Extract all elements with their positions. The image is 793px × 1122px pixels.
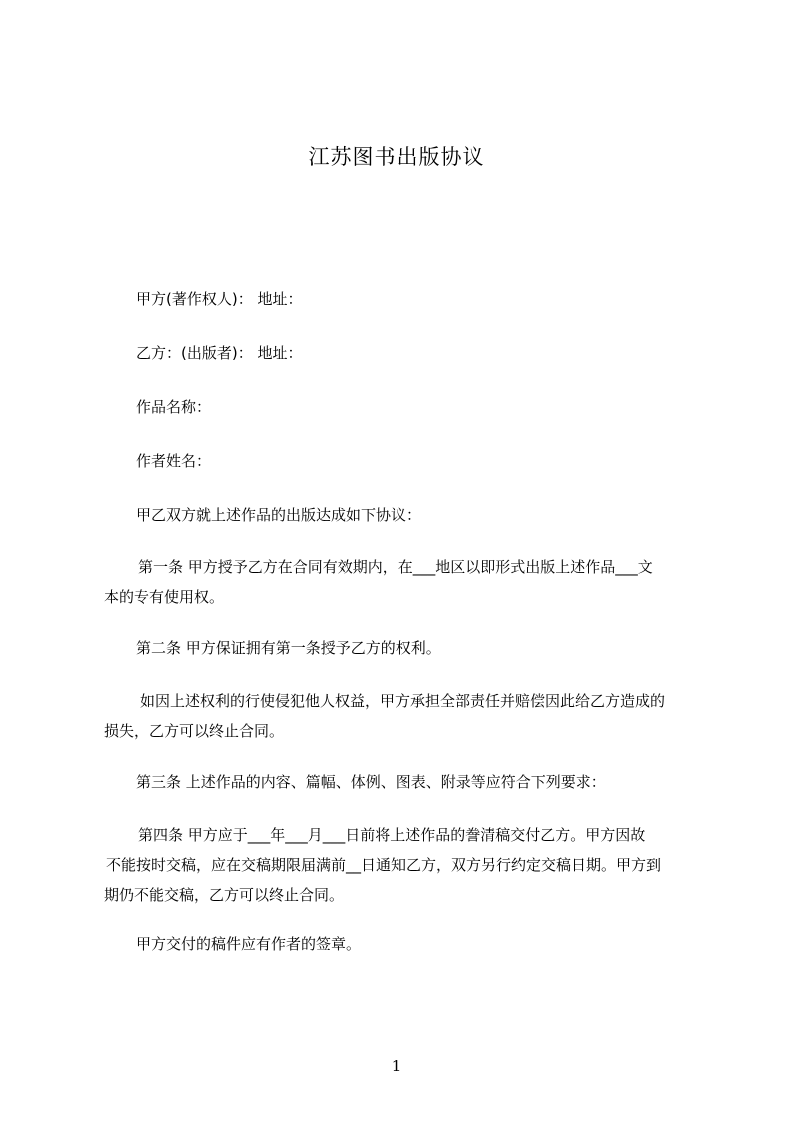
- agreement-intro: [104, 500, 700, 530]
- signature-note: [104, 929, 700, 959]
- party-b-label: 乙方：(出版者)： 地址：: [136, 344, 303, 362]
- agreement-intro-text: 甲乙双方就上述作品的出版达成如下协议：: [136, 506, 422, 524]
- party-a-label: 甲方(著作权人)： 地址：: [136, 290, 303, 308]
- author-name-field: [104, 446, 700, 476]
- article-2: [104, 633, 700, 663]
- article-4-line: 期仍不能交稿，乙方可以终止合同。: [104, 886, 345, 904]
- party-a-field: [104, 284, 700, 314]
- page-number: 1: [391, 1057, 402, 1075]
- infringement-line: 损失，乙方可以终止合同。: [104, 722, 285, 740]
- article-4-line: 不能按时交稿，应在交稿期限届满前__日通知乙方，双方另行约定交稿日期。甲方到: [106, 856, 662, 874]
- article-1: [104, 552, 700, 612]
- article-1-line: 第一条 甲方授予乙方在合同有效期内，在___地区以即形式出版上述作品___文: [138, 558, 653, 576]
- work-name-field: [104, 392, 700, 422]
- infringement-clause: [104, 686, 700, 746]
- article-1-line: 本的专有使用权。: [104, 588, 225, 606]
- article-2-text: 第二条 甲方保证拥有第一条授予乙方的权利。: [136, 639, 441, 657]
- work-name-label: 作品名称：: [136, 398, 212, 416]
- article-4-line: 第四条 甲方应于___年___月___日前将上述作品的誊清稿交付乙方。甲方因故: [138, 826, 646, 844]
- author-name-label: 作者姓名：: [136, 452, 212, 470]
- article-3: [104, 767, 700, 797]
- party-b-field: [104, 338, 700, 368]
- document-title: 江苏图书出版协议: [308, 145, 485, 169]
- signature-note-text: 甲方交付的稿件应有作者的签章。: [136, 935, 362, 953]
- article-4: [104, 820, 700, 910]
- article-3-text: 第三条 上述作品的内容、篇幅、体例、图表、附录等应符合下列要求：: [136, 773, 606, 791]
- infringement-line: 如因上述权利的行使侵犯他人权益，甲方承担全部责任并赔偿因此给乙方造成的: [140, 692, 666, 710]
